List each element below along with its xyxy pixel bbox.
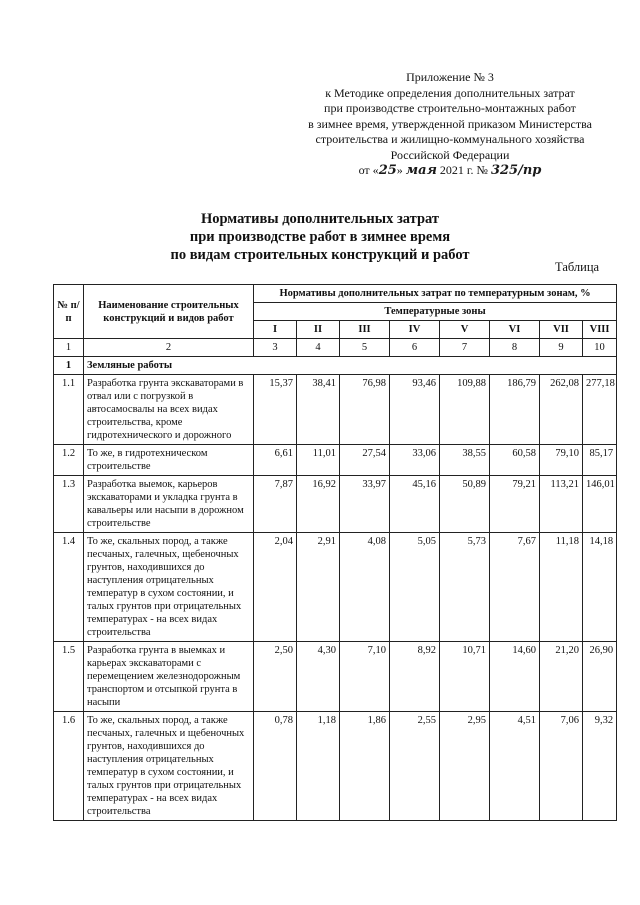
appendix-title: Приложение № 3 (406, 70, 494, 84)
row-value: 4,30 (297, 642, 340, 712)
zone-header: I (254, 321, 297, 339)
row-value: 21,20 (540, 642, 583, 712)
date-day: 25 (378, 163, 397, 178)
row-value: 5,05 (390, 533, 440, 642)
row-value: 1,86 (340, 712, 390, 821)
row-value: 93,46 (390, 375, 440, 445)
row-value: 186,79 (490, 375, 540, 445)
row-value: 4,51 (490, 712, 540, 821)
row-value: 8,92 (390, 642, 440, 712)
section-num: 1 (54, 357, 84, 375)
column-number: 8 (490, 339, 540, 357)
appendix-line: в зимнее время, утвержденной приказом Министерства (308, 116, 592, 131)
column-number: 10 (583, 339, 617, 357)
zone-header: V (440, 321, 490, 339)
zone-header: III (340, 321, 390, 339)
row-value: 15,37 (254, 375, 297, 445)
row-value: 11,01 (297, 445, 340, 476)
date-mid: » (396, 163, 403, 177)
table-body (54, 339, 617, 821)
row-value: 7,06 (540, 712, 583, 821)
row-value: 2,50 (254, 642, 297, 712)
column-number: 3 (254, 339, 297, 357)
column-number: 7 (440, 339, 490, 357)
row-value: 113,21 (540, 476, 583, 533)
section-row (54, 357, 617, 375)
row-value: 27,54 (340, 445, 390, 476)
order-number: 325/пр (490, 163, 542, 178)
row-value: 14,18 (583, 533, 617, 642)
row-name: Разработка грунта экскаваторами в отвал или с погрузкой в автосамосвалы на всех видах строительства, кроме гидротехнического и дорожного (84, 375, 254, 445)
row-name: То же, в гидротехническом строительстве (84, 445, 254, 476)
row-value: 85,17 (583, 445, 617, 476)
column-number: 4 (297, 339, 340, 357)
date-year: 2021 (439, 163, 464, 177)
row-value: 4,08 (340, 533, 390, 642)
norms-table (53, 284, 617, 821)
row-value: 7,87 (254, 476, 297, 533)
row-value: 0,78 (254, 712, 297, 821)
row-value: 76,98 (340, 375, 390, 445)
zone-header: VI (490, 321, 540, 339)
row-value: 60,58 (490, 445, 540, 476)
row-value: 5,73 (440, 533, 490, 642)
row-num: 1.5 (54, 642, 84, 712)
title-line-2: при производстве работ в зимнее время (189, 229, 451, 245)
table-row (54, 375, 617, 445)
column-number: 5 (340, 339, 390, 357)
zone-header: II (297, 321, 340, 339)
title-line-1: Нормативы дополнительных затрат (200, 211, 440, 227)
row-value: 45,16 (390, 476, 440, 533)
row-value: 33,97 (340, 476, 390, 533)
row-num: 1.2 (54, 445, 84, 476)
header-norms: Нормативы дополнительных затрат по температурным зонам, % (254, 285, 617, 303)
row-value: 79,21 (490, 476, 540, 533)
table-row (54, 476, 617, 533)
row-value: 38,55 (440, 445, 490, 476)
row-name: То же, скальных пород, а также песчаных, галечных, щебеночных грунтов, находившихся до наступления отрицательных температур в сухом состоянии, и талых грунтов при отрицательных температурах - на всех видах строительства (84, 533, 254, 642)
appendix-line: к Методике определения дополнительных затрат (325, 85, 575, 100)
row-value: 2,55 (390, 712, 440, 821)
table-row (54, 533, 617, 642)
column-number: 9 (540, 339, 583, 357)
column-numbers-row (54, 339, 617, 357)
appendix-line: Российской Федерации (390, 147, 510, 162)
row-value: 11,18 (540, 533, 583, 642)
date-g: г. № (466, 163, 488, 177)
row-value: 109,88 (440, 375, 490, 445)
order-date-line (359, 163, 542, 179)
row-value: 2,04 (254, 533, 297, 642)
section-name: Земляные работы (84, 357, 617, 375)
column-number: 2 (84, 339, 254, 357)
zone-header: IV (390, 321, 440, 339)
table-label: Таблица (555, 260, 600, 274)
row-num: 1.1 (54, 375, 84, 445)
header-num: № п/п (54, 285, 84, 339)
document-title (100, 210, 540, 264)
row-name: Разработка грунта в выемках и карьерах экскаваторами с перемещением железнодорожным транспортом и отсыпкой грунта в насыпи (84, 642, 254, 712)
row-value: 10,71 (440, 642, 490, 712)
row-value: 6,61 (254, 445, 297, 476)
row-value: 79,10 (540, 445, 583, 476)
header-name: Наименование строительных конструкций и видов работ (84, 285, 254, 339)
appendix-block (270, 70, 630, 179)
row-value: 262,08 (540, 375, 583, 445)
column-number: 1 (54, 339, 84, 357)
appendix-line: строительства и жилищно-коммунального хозяйства (315, 132, 585, 146)
appendix-line: при производстве строительно-монтажных работ (324, 101, 576, 115)
column-number: 6 (390, 339, 440, 357)
row-name: То же, скальных пород, а также песчаных, галечных и щебеночных грунтов, находившихся до наступления отрицательных температур в сухом состоянии, и талых грунтов при отрицательных температурах - на всех видах строительства (84, 712, 254, 821)
row-value: 146,01 (583, 476, 617, 533)
title-line-3: по видам строительных конструкций и работ (170, 247, 470, 263)
table-row (54, 712, 617, 821)
table-row (54, 445, 617, 476)
row-num: 1.4 (54, 533, 84, 642)
row-name: Разработка выемок, карьеров экскаваторами и укладка грунта в кавальеры или насыпи в дорожном строительстве (84, 476, 254, 533)
row-value: 50,89 (440, 476, 490, 533)
zone-header: VII (540, 321, 583, 339)
row-value: 16,92 (297, 476, 340, 533)
date-month: мая (405, 163, 437, 178)
row-value: 2,95 (440, 712, 490, 821)
row-value: 14,60 (490, 642, 540, 712)
row-value: 7,10 (340, 642, 390, 712)
row-value: 277,18 (583, 375, 617, 445)
header-zones: Температурные зоны (254, 303, 617, 321)
row-value: 33,06 (390, 445, 440, 476)
row-value: 2,91 (297, 533, 340, 642)
row-value: 1,18 (297, 712, 340, 821)
table-row (54, 642, 617, 712)
row-value: 7,67 (490, 533, 540, 642)
zone-header: VIII (583, 321, 617, 339)
row-value: 26,90 (583, 642, 617, 712)
row-num: 1.6 (54, 712, 84, 821)
row-num: 1.3 (54, 476, 84, 533)
date-prefix: от « (358, 163, 379, 177)
row-value: 9,32 (583, 712, 617, 821)
row-value: 38,41 (297, 375, 340, 445)
